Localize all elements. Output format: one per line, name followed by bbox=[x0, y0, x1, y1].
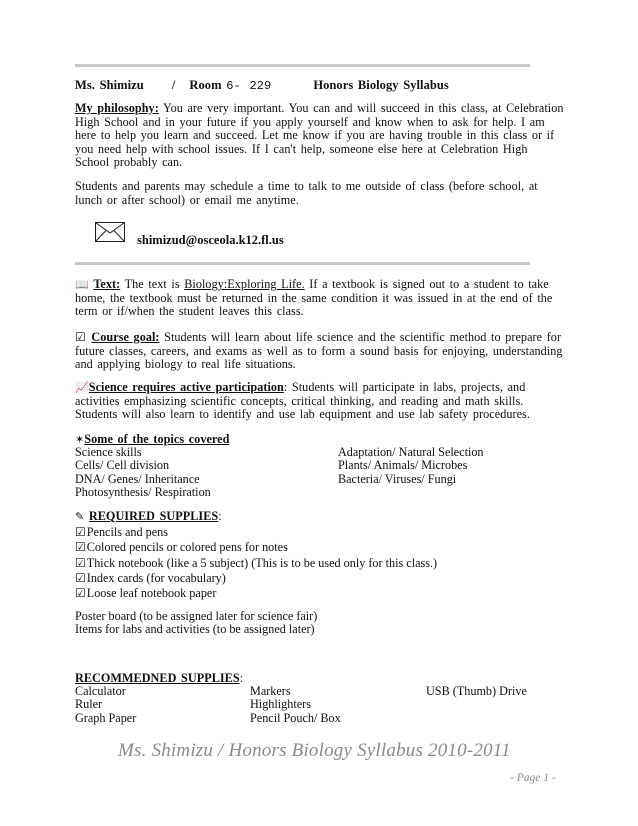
room-number: 6- 229 bbox=[226, 79, 272, 93]
list-item: USB (Thumb) Drive bbox=[426, 684, 527, 698]
book-icon: 📖 bbox=[75, 278, 89, 291]
list-item: Science skills bbox=[75, 445, 142, 459]
textbook-title: Biology:Exploring Life. bbox=[184, 277, 305, 291]
middle-divider bbox=[75, 262, 530, 265]
list-item: Plants/ Animals/ Microbes bbox=[338, 458, 468, 473]
room-label: Room bbox=[189, 78, 222, 92]
checkbox-icon: ☑ bbox=[75, 330, 86, 344]
list-item: Items for labs and activities (to be assigned later) bbox=[75, 622, 315, 637]
pencil-icon: ✎ bbox=[75, 510, 85, 523]
philosophy-text: You are very important. You can and will succeed in this class, at Celebration High School and in your future if you apply yourself and know when to ask for help. I am here to help you learn and succeed. Let me know if you are having trouble in this class or if you need help with school issues. If I can't help, someone else here at Celebration High School probably can. bbox=[75, 101, 564, 170]
science-paragraph: 📈Science requires active participation: Students will participate in labs, projects, and activities emphasizing scientific concepts, critical thinking, and reading and math skills. Students will also learn to identify and use lab equipment and use lab safety procedures. bbox=[75, 380, 530, 422]
required-list bbox=[75, 525, 437, 601]
list-item: Poster board (to be assigned later for science fair) bbox=[75, 609, 318, 623]
top-divider bbox=[75, 64, 530, 67]
course-goal-label: Course goal: bbox=[91, 330, 160, 344]
topics-heading: ✶Some of the topics covered bbox=[75, 432, 230, 446]
list-item: Bacteria/ Viruses/ Fungi bbox=[338, 471, 457, 486]
list-item: ☑Index cards (for vocabulary) bbox=[75, 570, 226, 585]
topics-right-list bbox=[338, 446, 484, 486]
list-item: Graph Paper bbox=[75, 710, 137, 725]
list-item: Calculator bbox=[75, 684, 126, 698]
recommended-heading: RECOMMEDNED SUPPLIES: bbox=[75, 671, 244, 685]
list-item: Ruler bbox=[75, 697, 103, 712]
schedule-paragraph: Students and parents may schedule a time to talk to me outside of class (before school, at lunch or after school) or email me anytime. bbox=[75, 179, 538, 207]
header-separator: / bbox=[171, 78, 176, 92]
topics-left-list bbox=[75, 446, 211, 500]
document-header bbox=[75, 79, 565, 94]
philosophy-paragraph bbox=[75, 102, 565, 170]
course-goal-paragraph: ☑ Course goal: Students will learn about life science and the scientific method to prepare for future classes, careers, and exams as well as to form a sound basis for enjoying, understanding and applying biology to real life situations. bbox=[75, 330, 563, 372]
science-label: Science requires active participation bbox=[88, 380, 284, 394]
list-item: DNA/ Genes/ Inheritance bbox=[75, 471, 200, 486]
text-label: Text: bbox=[93, 277, 121, 291]
list-item: Markers bbox=[250, 684, 291, 698]
recommended-col-3 bbox=[426, 685, 527, 698]
list-item: Cells/ Cell division bbox=[75, 458, 170, 473]
list-item: ☑Loose leaf notebook paper bbox=[75, 586, 217, 601]
recommended-col-2 bbox=[250, 685, 341, 725]
philosophy-label: My philosophy: bbox=[75, 101, 159, 115]
footer-title: Ms. Shimizu / Honors Biology Syllabus 2010-2011 bbox=[118, 740, 511, 761]
recommended-col-1 bbox=[75, 685, 136, 725]
email-address[interactable]: shimizud@osceola.k12.fl.us bbox=[137, 233, 284, 247]
list-item: ☑Pencils and pens bbox=[75, 525, 169, 539]
list-item: Adaptation/ Natural Selection bbox=[338, 445, 484, 459]
list-item: ☑Colored pencils or colored pens for notes bbox=[75, 540, 288, 555]
envelope-icon bbox=[95, 222, 125, 242]
page-number: - Page 1 - bbox=[510, 772, 556, 784]
list-item: ☑Thick notebook (like a 5 subject) (This is to be used only for this class.) bbox=[75, 555, 438, 570]
chart-icon: 📈 bbox=[75, 381, 89, 394]
course-title: Honors Biology Syllabus bbox=[313, 78, 449, 92]
star-icon: ✶ bbox=[75, 433, 85, 446]
required-heading: ✎ REQUIRED SUPPLIES: bbox=[75, 509, 222, 523]
later-list bbox=[75, 610, 317, 637]
teacher-name: Ms. Shimizu bbox=[75, 78, 144, 92]
list-item: Photosynthesis/ Respiration bbox=[75, 485, 211, 500]
list-item: Pencil Pouch/ Box bbox=[250, 710, 341, 725]
list-item: Highlighters bbox=[250, 697, 311, 712]
text-paragraph: 📖 Text: The text is Biology:Exploring Life. If a textbook is signed out to a student to take home, the textbook must be returned in the same condition it was issued in at the end of the term or if/when the student leaves this class. bbox=[75, 277, 553, 319]
